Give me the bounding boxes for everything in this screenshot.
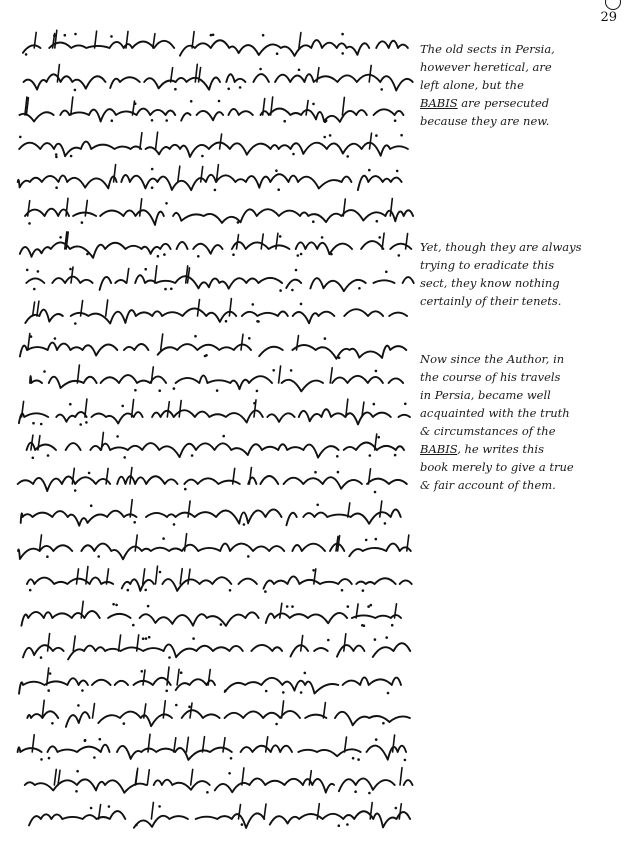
script-line	[8, 62, 416, 92]
babis-word: BABIS	[420, 96, 458, 110]
babis-word: BABIS	[420, 442, 458, 456]
note-line: book merely to give a true	[420, 460, 574, 474]
script-line	[8, 765, 416, 795]
script-line	[8, 698, 416, 728]
script-line	[8, 28, 416, 58]
script-line	[8, 95, 416, 125]
script-line	[8, 598, 416, 628]
margin-note-2	[420, 238, 605, 310]
note-line: BABIS are persecuted	[420, 96, 550, 110]
script-line	[8, 430, 416, 460]
note-line: Now since the Author, in	[420, 352, 565, 366]
script-line	[8, 531, 416, 561]
script-line	[8, 263, 416, 293]
note-line: in Persia, became well	[420, 388, 551, 402]
note-line: & fair account of them.	[420, 478, 556, 492]
script-line	[8, 196, 416, 226]
script-line	[8, 363, 416, 393]
corner-mark	[605, 0, 621, 10]
script-line	[8, 296, 416, 326]
note-line: Yet, though they are always	[420, 240, 582, 254]
script-line	[8, 732, 416, 762]
note-line: BABIS, he writes this	[420, 442, 545, 456]
note-line: & circumstances of the	[420, 424, 556, 438]
note-line: sect, they know nothing	[420, 276, 560, 290]
note-line: the course of his travels	[420, 370, 561, 384]
script-line	[8, 129, 416, 159]
note-line: however heretical, are	[420, 60, 552, 74]
script-line	[8, 397, 416, 427]
margin-note-1	[420, 40, 605, 130]
note-line: The old sects in Persia,	[420, 42, 555, 56]
script-line	[8, 330, 416, 360]
script-line	[8, 497, 416, 527]
script-line	[8, 464, 416, 494]
persian-handwritten-text	[8, 28, 416, 833]
script-line	[8, 799, 416, 829]
note-line: acquainted with the truth	[420, 406, 570, 420]
script-line	[8, 162, 416, 192]
script-line	[8, 229, 416, 259]
note-line: because they are new.	[420, 114, 550, 128]
script-line	[8, 631, 416, 661]
margin-note-3	[420, 350, 605, 494]
note-line: trying to eradicate this	[420, 258, 555, 272]
note-line: certainly of their tenets.	[420, 294, 562, 308]
note-line: left alone, but the	[420, 78, 524, 92]
page-number: 29	[600, 10, 617, 25]
script-line	[8, 665, 416, 695]
script-line	[8, 564, 416, 594]
